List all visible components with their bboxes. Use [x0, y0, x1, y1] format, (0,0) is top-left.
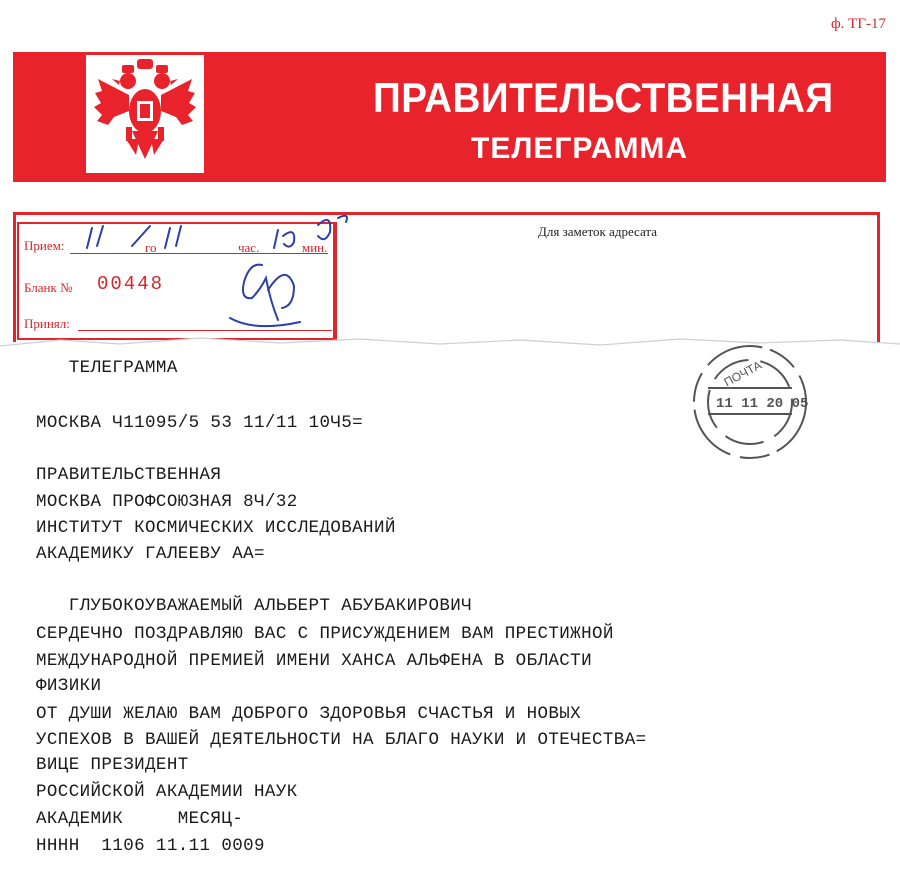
signature	[243, 265, 294, 320]
hour-label: час.	[238, 240, 260, 255]
telegram-line: РОССИЙСКОЙ АКАДЕМИИ НАУК	[36, 782, 298, 802]
banner-title: ПРАВИТЕЛЬСТВЕННАЯ	[373, 74, 834, 121]
telegram-line: ИНСТИТУТ КОСМИЧЕСКИХ ИССЛЕДОВАНИЙ	[36, 518, 396, 538]
form-number-label: Бланк №	[24, 280, 73, 295]
received-label: Прием:	[24, 238, 65, 253]
handwritten-time	[274, 230, 294, 248]
telegram-line: НННН 1106 11.11 0009	[36, 836, 265, 856]
banner-subtitle: ТЕЛЕГРАММА	[471, 132, 689, 165]
telegram-line: ВИЦЕ ПРЕЗИДЕНТ	[36, 755, 189, 775]
telegram-tape	[0, 350, 900, 883]
telegram-line: СЕРДЕЧНО ПОЗДРАВЛЯЮ ВАС С ПРИСУЖДЕНИЕМ ВАМ ПРЕСТИЖНОЙ	[36, 624, 614, 644]
handwritten-day	[87, 226, 103, 248]
telegram-line: ФИЗИКИ	[36, 676, 102, 696]
stamp-text: ПОЧТА	[721, 358, 764, 390]
telegram-line: ТЕЛЕГРАММА	[36, 358, 178, 378]
telegram-line: МОСКВА Ч11095/5 53 11/11 10Ч5=	[36, 413, 364, 433]
telegram-line: ГЛУБОКОУВАЖАЕМЫЙ АЛЬБЕРТ АБУБАКИРОВИЧ	[36, 596, 473, 616]
form-code: ф. ТГ-17	[830, 16, 886, 32]
minute-label: мин.	[302, 240, 328, 255]
telegram-line: МЕЖДУНАРОДНОЙ ПРЕМИЕЙ ИМЕНИ ХАНСА АЛЬФЕНА В ОБЛАСТИ	[36, 651, 592, 671]
stamp-date: 11 11 20 05	[716, 396, 809, 412]
telegram-line: ОТ ДУШИ ЖЕЛАЮ ВАМ ДОБРОГО ЗДОРОВЬЯ СЧАСТЬЯ И НОВЫХ	[36, 704, 582, 724]
year-label: го	[145, 240, 157, 255]
telegram-line: АКАДЕМИКУ ГАЛЕЕВУ АА=	[36, 544, 265, 564]
accepted-label: Принял:	[24, 316, 70, 331]
form-number: 00448	[97, 273, 165, 295]
telegram-line: ПРАВИТЕЛЬСТВЕННАЯ	[36, 465, 222, 485]
telegram-line: МОСКВА ПРОФСОЮЗНАЯ 8Ч/32	[36, 492, 298, 512]
telegram-line: УСПЕХОВ В ВАШЕЙ ДЕЯТЕЛЬНОСТИ НА БЛАГО НАУКИ И ОТЕЧЕСТВА=	[36, 730, 647, 750]
handwritten-month	[165, 226, 181, 248]
notes-label: Для заметок адресата	[538, 224, 658, 239]
telegram-line: АКАДЕМИК МЕСЯЦ-	[36, 809, 244, 829]
